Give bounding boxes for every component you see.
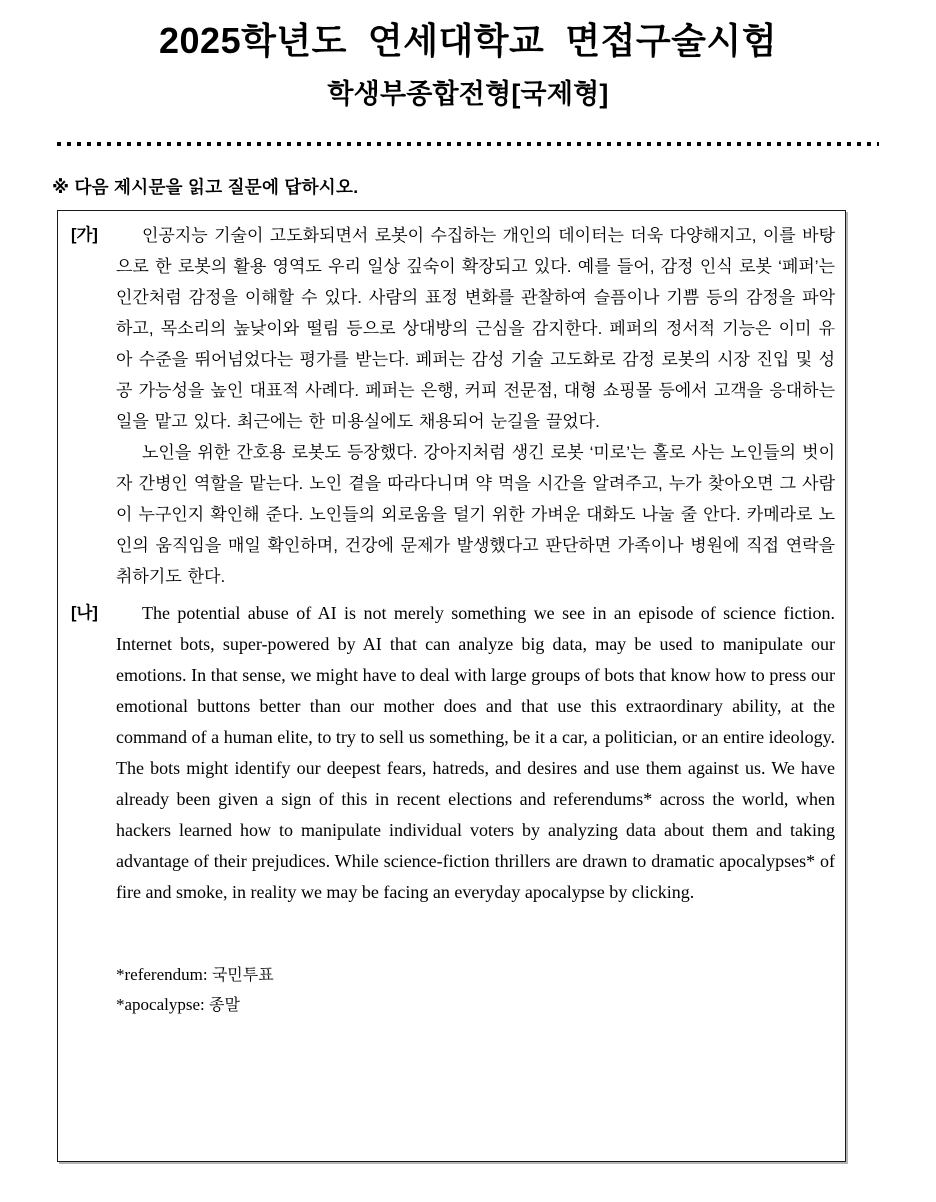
footnote-term: *apocalypse: <box>116 995 209 1015</box>
footnote-gloss: 종말 <box>209 997 240 1015</box>
passage-ga <box>68 220 835 592</box>
passage-na-body <box>116 598 835 1020</box>
passage-na-label: [나] <box>71 604 98 623</box>
footnote-item <box>116 990 835 1020</box>
passage-ga-label: [가] <box>71 226 98 245</box>
passage-box <box>57 210 846 1162</box>
document-header <box>0 0 936 112</box>
page-subtitle: 학생부종합전형[국제형] <box>327 79 609 109</box>
dotted-divider <box>57 142 879 146</box>
instruction-line: ※ 다음 제시문을 읽고 질문에 답하시오. <box>52 177 359 198</box>
passage-na <box>68 598 835 1020</box>
page-title: 2025학년도 연세대학교 면접구술시험 <box>159 20 777 61</box>
passage-ga-paragraph-2: 노인을 위한 간호용 로봇도 등장했다. 강아지처럼 생긴 로봇 ‘미로’는 홀로 사는 노인들의 벗이자 간병인 역할을 맡는다. 노인 곁을 따라다니며 약 먹을 시간을 알려주고, 누가 찾아오면 그 사람이 누구인지 확인해 준다. 노인들의 외로움을 덜기 위한 가벼운 대화도 나눌 줄 안다. 카메라로 노인의 움직임을 매일 확인하며, 건강에 문제가 발생했다고 판단하면 가족이나 병원에 직접 연락을 취하기도 한다. <box>116 443 835 587</box>
passage-ga-paragraph-1: 인공지능 기술이 고도화되면서 로봇이 수집하는 개인의 데이터는 더욱 다양해지고, 이를 바탕으로 한 로봇의 활용 영역도 우리 일상 깊숙이 확장되고 있다. 예를 들어, 감정 인식 로봇 ‘페퍼’는 인간처럼 감정을 이해할 수 있다. 사람의 표정 변화를 관찰하여 슬픔이나 기쁨 등의 감정을 파악하고, 목소리의 높낮이와 떨림 등으로 상대방의 근심을 감지한다. 페퍼의 정서적 기능은 이미 유아 수준을 뛰어넘었다는 평가를 받는다. 페퍼는 감성 기술 고도화로 감정 로봇의 시장 진입 및 성공 가능성을 높인 대표적 사례다. 페퍼는 은행, 커피 전문점, 대형 쇼핑몰 등에서 고객을 응대하는 일을 맡고 있다. 최근에는 한 미용실에도 채용되어 눈길을 끌었다. <box>116 226 835 432</box>
footnote-list <box>116 960 835 1020</box>
passage-ga-body <box>116 220 835 592</box>
passage-na-paragraph-1: The potential abuse of AI is not merely something we see in an episode of science fiction. Internet bots, super-powered by AI that can analyze big data, may be used to manipulate our emotions. In that sense, we might have to deal with large groups of bots that know how to press our emotional buttons better than our mother does and that use this extraordinary ability, at the command of a human elite, to try to sell us something, be it a car, a politician, or an entire ideology. The bots might identify our deepest fears, hatreds, and desires and use them against us. We have already been given a sign of this in recent elections and referendums* across the world, when hackers learned how to manipulate individual voters by analyzing data about them and taking advantage of their prejudices. While science-fiction thrillers are drawn to dramatic apocalypses* of fire and smoke, in reality we may be facing an everyday apocalypse by clicking. <box>116 603 835 903</box>
divider-container <box>0 142 936 152</box>
footnote-term: *referendum: <box>116 965 212 985</box>
footnote-item <box>116 960 835 990</box>
footnote-gloss: 국민투표 <box>211 967 274 985</box>
